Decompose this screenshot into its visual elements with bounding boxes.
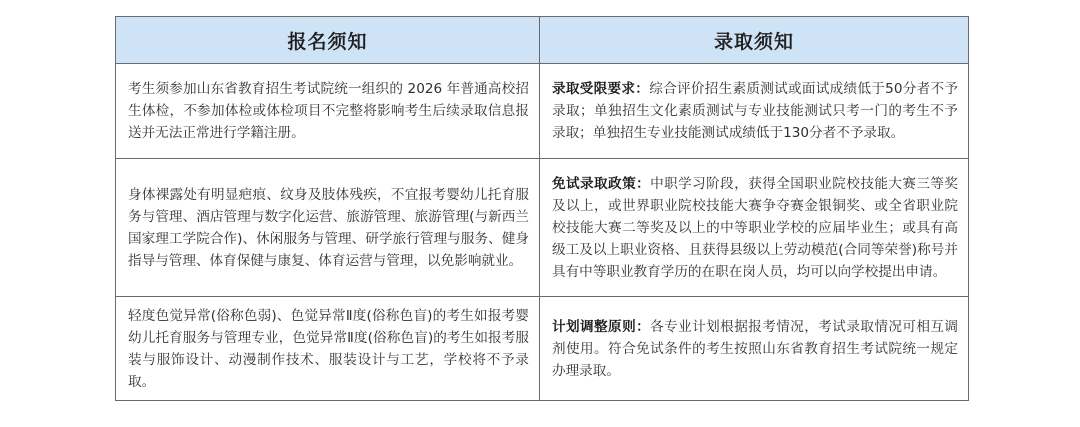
admission-cell bbox=[540, 297, 969, 401]
admission-notice-table bbox=[115, 16, 969, 401]
header-registration-notice: 报名须知 bbox=[116, 17, 540, 64]
table-row bbox=[116, 297, 969, 401]
header-admission-notice: 录取须知 bbox=[540, 17, 969, 64]
admission-label: 免试录取政策： bbox=[552, 175, 651, 192]
admission-cell bbox=[540, 159, 969, 297]
registration-cell: 轻度色觉异常(俗称色弱)、色觉异常Ⅱ度(俗称色盲)的考生如报考婴幼儿托育服务与管理专业，色觉异常Ⅱ度(俗称色盲)的考生如报考服装与服饰设计、动漫制作技术、服装设计与工艺，学校将不予录取。 bbox=[116, 297, 540, 401]
registration-cell: 考生须参加山东省教育招生考试院统一组织的 2026 年普通高校招生体检，不参加体检或体检项目不完整将影响考生后续录取信息报送并无法正常进行学籍注册。 bbox=[116, 64, 540, 159]
admission-text: 中职学习阶段，获得全国职业院校技能大赛三等奖及以上，或世界职业院校技能大赛争夺赛金银铜奖、或全省职业院校技能大赛二等奖及以上的中等职业学校的应届毕业生；或具有高级工及以上职业资格、且获得县级以上劳动模范(合同等荣誉)称号并具有中等职业教育学历的在职在岗人员，均可以向学校提出申请。 bbox=[552, 175, 959, 280]
admission-text: 综合评价招生素质测试或面试成绩低于50分者不予录取；单独招生文化素质测试与专业技能测试只考一门的考生不予录取；单独招生专业技能测试成绩低于130分者不予录取。 bbox=[552, 81, 959, 141]
table-row bbox=[116, 64, 969, 159]
admission-text: 各专业计划根据报考情况，考试录取情况可相互调剂使用。符合免试条件的考生按照山东省教育招生考试院统一规定办理录取。 bbox=[552, 318, 959, 379]
admission-label: 计划调整原则： bbox=[552, 318, 651, 335]
admission-label: 录取受限要求： bbox=[552, 81, 650, 97]
admission-cell bbox=[540, 64, 969, 159]
registration-cell: 身体裸露处有明显疤痕、纹身及肢体残疾，不宜报考婴幼儿托育服务与管理、酒店管理与数字化运营、旅游管理、旅游管理(与新西兰国家理工学院合作)、休闲服务与管理、研学旅行管理与服务、健身指导与管理、体育保健与康复、体育运营与管理，以免影响就业。 bbox=[116, 159, 540, 297]
table-row bbox=[116, 159, 969, 297]
table-header-row bbox=[116, 17, 969, 64]
